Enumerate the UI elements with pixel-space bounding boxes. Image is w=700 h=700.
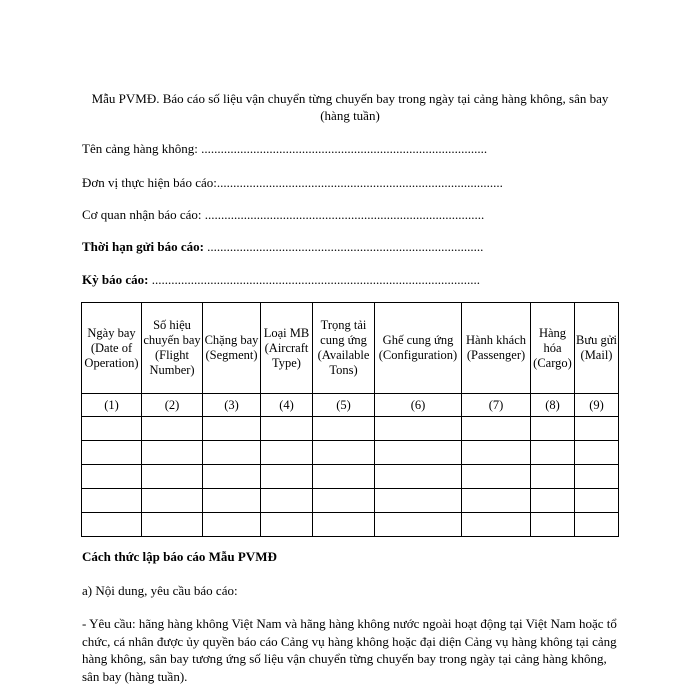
table-cell <box>203 465 261 489</box>
field-report-period <box>82 272 480 288</box>
table-cell <box>142 441 203 465</box>
table-cell <box>375 465 462 489</box>
field-label: Thời hạn gửi báo cáo: <box>82 239 204 254</box>
table-cell <box>313 489 375 513</box>
field-dots: ...................................................................................... <box>201 207 485 222</box>
requirement-paragraph: - Yêu cầu: hãng hàng không Việt Nam và hãng hàng không nước ngoài hoạt động tại Việt Nam hoặc tổ chức, cá nhân được ủy quyền báo cáo Cảng vụ hàng không hoặc đại diện Cảng vụ hàng không tại cảng hàng không, sân bay tương ứng số liệu vận chuyển từng chuyến bay trong ngày tại cảng hàng không, sân bay (hàng tuần). <box>82 616 617 684</box>
table-cell <box>261 417 313 441</box>
table-cell <box>82 513 142 537</box>
table-cell <box>82 465 142 489</box>
table-cell <box>261 465 313 489</box>
field-label: Cơ quan nhận báo cáo: <box>82 207 202 222</box>
column-number: (9) <box>575 394 619 417</box>
table-cell <box>142 489 203 513</box>
table-cell <box>531 513 575 537</box>
field-label: Tên cảng hàng không: <box>82 141 198 156</box>
table-cell <box>531 465 575 489</box>
table-cell <box>313 441 375 465</box>
form-title: Mẫu PVMĐ. Báo cáo số liệu vận chuyển từng chuyến bay trong ngày tại cảng hàng không, sân bay (hàng tuần) <box>91 91 609 123</box>
column-number: (7) <box>462 394 531 417</box>
report-table <box>81 302 619 537</box>
col-header-segment: Chặng bay (Segment) <box>203 303 261 394</box>
field-dots: ..................................................................................................... <box>148 272 480 287</box>
field-dots: ........................................................................................ <box>197 141 488 156</box>
table-cell <box>313 465 375 489</box>
table-cell <box>142 417 203 441</box>
table-cell <box>375 417 462 441</box>
field-dots: ........................................................................................ <box>216 175 503 190</box>
field-reporting-unit <box>82 175 503 191</box>
field-deadline <box>82 239 483 255</box>
table-cell <box>261 441 313 465</box>
field-airport-name <box>82 141 487 157</box>
table-cell <box>575 465 619 489</box>
table-row <box>82 465 619 489</box>
table-cell <box>82 489 142 513</box>
table-cell <box>261 489 313 513</box>
column-number: (1) <box>82 394 142 417</box>
col-header-flight-number: Số hiệu chuyến bay (Flight Number) <box>142 303 203 394</box>
subsection-title: a) Nội dung, yêu cầu báo cáo: <box>82 583 238 598</box>
table-cell <box>313 513 375 537</box>
col-header-date: Ngày bay (Date of Operation) <box>82 303 142 394</box>
table-cell <box>203 441 261 465</box>
table-cell <box>203 417 261 441</box>
table-cell <box>203 489 261 513</box>
field-label: Đơn vị thực hiện báo cáo: <box>82 175 217 190</box>
table-cell <box>82 417 142 441</box>
col-header-passenger: Hành khách (Passenger) <box>462 303 531 394</box>
table-row <box>82 441 619 465</box>
field-dots: ..................................................................................... <box>203 239 484 254</box>
table-cell <box>531 441 575 465</box>
table-cell <box>462 489 531 513</box>
column-number: (4) <box>261 394 313 417</box>
column-number: (6) <box>375 394 462 417</box>
table-row <box>82 417 619 441</box>
col-header-available-tons: Trọng tải cung ứng (Available Tons) <box>313 303 375 394</box>
table-cell <box>261 513 313 537</box>
table-cell <box>462 513 531 537</box>
column-number-row <box>82 394 619 417</box>
section-title: Cách thức lập báo cáo Mẫu PVMĐ <box>82 549 277 564</box>
table-cell <box>462 441 531 465</box>
column-number: (5) <box>313 394 375 417</box>
field-label: Kỳ báo cáo: <box>82 272 149 287</box>
table-cell <box>82 441 142 465</box>
col-header-aircraft-type: Loại MB (Aircraft Type) <box>261 303 313 394</box>
table-cell <box>575 513 619 537</box>
column-number: (3) <box>203 394 261 417</box>
col-header-configuration: Ghế cung ứng (Configuration) <box>375 303 462 394</box>
table-cell <box>462 417 531 441</box>
table-cell <box>575 441 619 465</box>
table-cell <box>531 417 575 441</box>
table-cell <box>575 489 619 513</box>
table-cell <box>313 417 375 441</box>
table-cell <box>531 489 575 513</box>
table-cell <box>142 465 203 489</box>
header-row <box>82 303 619 394</box>
blank-rows <box>82 417 619 537</box>
column-number: (8) <box>531 394 575 417</box>
table-cell <box>375 513 462 537</box>
table-cell <box>142 513 203 537</box>
col-header-cargo: Hàng hóa (Cargo) <box>531 303 575 394</box>
col-header-mail: Bưu gửi (Mail) <box>575 303 619 394</box>
table-cell <box>575 417 619 441</box>
column-number: (2) <box>142 394 203 417</box>
table-cell <box>375 489 462 513</box>
table-cell <box>375 441 462 465</box>
table-cell <box>203 513 261 537</box>
table-row <box>82 513 619 537</box>
field-receiving-agency <box>82 207 484 223</box>
table-row <box>82 489 619 513</box>
table-cell <box>462 465 531 489</box>
